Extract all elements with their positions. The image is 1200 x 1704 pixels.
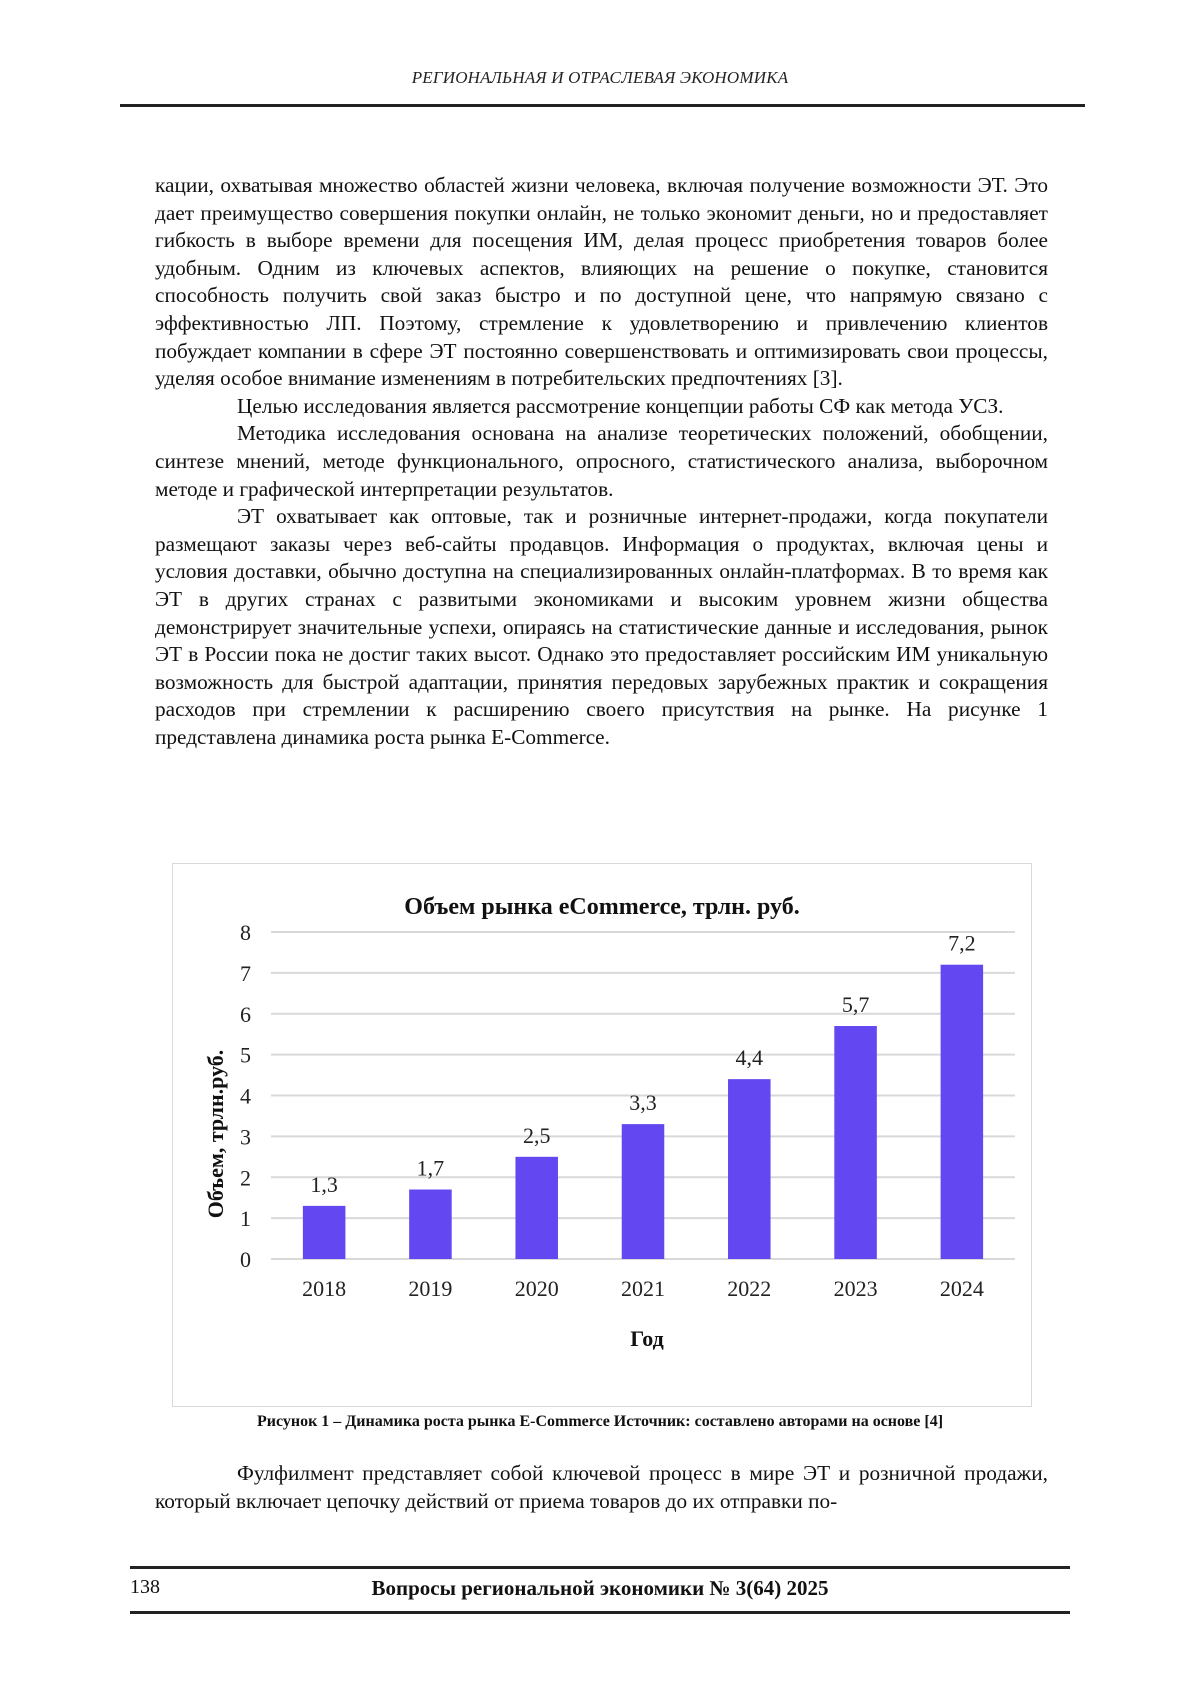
- x-tick-label: 2019: [408, 1276, 453, 1301]
- bar-2018: [303, 1206, 346, 1259]
- data-label-2020: 2,5: [522, 1122, 551, 1148]
- chart-title: Объем рынка eCommerce, трлн. руб.: [404, 894, 800, 920]
- y-tick-label: 3: [240, 1124, 251, 1150]
- paragraph: Фулфилмент представляет собой ключевой процесс в мире ЭТ и розничной продажи, который включает цепочку действий от приема товаров до их отправки по-: [155, 1461, 1048, 1513]
- y-tick-label: 0: [240, 1247, 251, 1272]
- bar-2019: [409, 1190, 452, 1259]
- paragraph: ЭТ охватывает как оптовые, так и розничные интернет-продажи, когда покупатели размещают заказы через веб-сайты продавцов. Информация о продуктах, включая цены и условия доставки, обычно доступна на специализированных онлайн-платформах. В то время как ЭТ в других странах с развитыми экономиками и высоким уровнем жизни общества демонстрирует значительные успехи, опираясь на статистические данные и исследования, рынок ЭТ в России пока не достиг таких высот. Однако это предоставляет российским ИМ уникальную возможность для быстрой адаптации, принятия передовых зарубежных практик и сокращения расходов при стремлении к расширению своего присутствия на рынке. На рисунке 1 представлена динамика роста рынка E-Commerce.: [155, 504, 1048, 749]
- x-tick-label: 2024: [939, 1276, 984, 1301]
- y-tick-label: 8: [240, 920, 251, 945]
- y-tick-label: 5: [240, 1042, 251, 1068]
- data-label-2019: 1,7: [416, 1155, 445, 1181]
- footer-divider-bottom: [130, 1611, 1070, 1614]
- y-tick-label: 2: [240, 1165, 251, 1191]
- figure-caption: Рисунок 1 – Динамика роста рынка E-Commerce Источник: составлено авторами на основе [4]: [256, 1413, 944, 1430]
- footer-divider-top: [130, 1566, 1070, 1569]
- data-label-2023: 5,7: [841, 992, 870, 1018]
- article-body: [155, 172, 1048, 751]
- x-axis-title: Год: [630, 1326, 664, 1351]
- data-label-2018: 1,3: [310, 1171, 338, 1197]
- x-tick-label: 2021: [621, 1276, 665, 1301]
- header-divider: [120, 104, 1085, 107]
- paragraph: Методика исследования основана на анализе теоретических положений, обобщении, синтезе мнений, методе функционального, опросного, статистического анализа, выборочном методе и графической интерпретации результатов.: [155, 421, 1048, 501]
- bar-2022: [728, 1079, 771, 1259]
- bar-2021: [622, 1124, 665, 1259]
- y-axis-title: Объем, трлн.руб.: [203, 1049, 228, 1219]
- y-tick-label: 7: [240, 960, 251, 986]
- paragraph: кации, охватывая множество областей жизни человека, включая получение возможности ЭТ. Это дает преимущество совершения покупки онлайн, не только экономит деньги, но и предоставляет гибкость в выборе времени для посещения ИМ, делая процесс приобретения товаров более удобным. Одним из ключевых аспектов, влияющих на решение о покупке, становится способность получить свой заказ быстро и по доступной цене, что напрямую связано с эффективностью ЛП. Поэтому, стремление к удовлетворению и привлечению клиентов побуждает компании в сфере ЭТ постоянно совершенствовать и оптимизировать свои процессы, уделяя особое внимание изменениям в потребительских предпочтениях [3].: [155, 173, 1048, 391]
- bar-2020: [515, 1157, 558, 1259]
- data-label-2022: 4,4: [735, 1045, 764, 1071]
- paragraph: Целью исследования является рассмотрение концепции работы СФ как метода УСЗ.: [237, 393, 1004, 418]
- bar-2023: [834, 1026, 877, 1259]
- bar-chart: [173, 864, 1031, 1406]
- x-tick-label: 2018: [302, 1276, 347, 1301]
- x-tick-label: 2022: [727, 1276, 772, 1301]
- journal-title: Вопросы региональной экономики № 3(64) 2025: [371, 1576, 829, 1600]
- y-tick-label: 6: [240, 1001, 251, 1027]
- chart-figure: [172, 863, 1032, 1407]
- y-tick-label: 1: [240, 1206, 251, 1232]
- article-body-continued: [155, 1460, 1048, 1515]
- data-label-2021: 3,3: [629, 1090, 657, 1116]
- y-tick-label: 4: [240, 1083, 251, 1109]
- data-label-2024: 7,2: [948, 930, 976, 956]
- bar-2024: [941, 965, 984, 1259]
- x-tick-label: 2023: [833, 1276, 878, 1301]
- running-header: РЕГИОНАЛЬНАЯ И ОТРАСЛЕВАЯ ЭКОНОМИКА: [411, 68, 789, 87]
- x-tick-label: 2020: [514, 1276, 559, 1301]
- page-number: 138: [130, 1576, 160, 1598]
